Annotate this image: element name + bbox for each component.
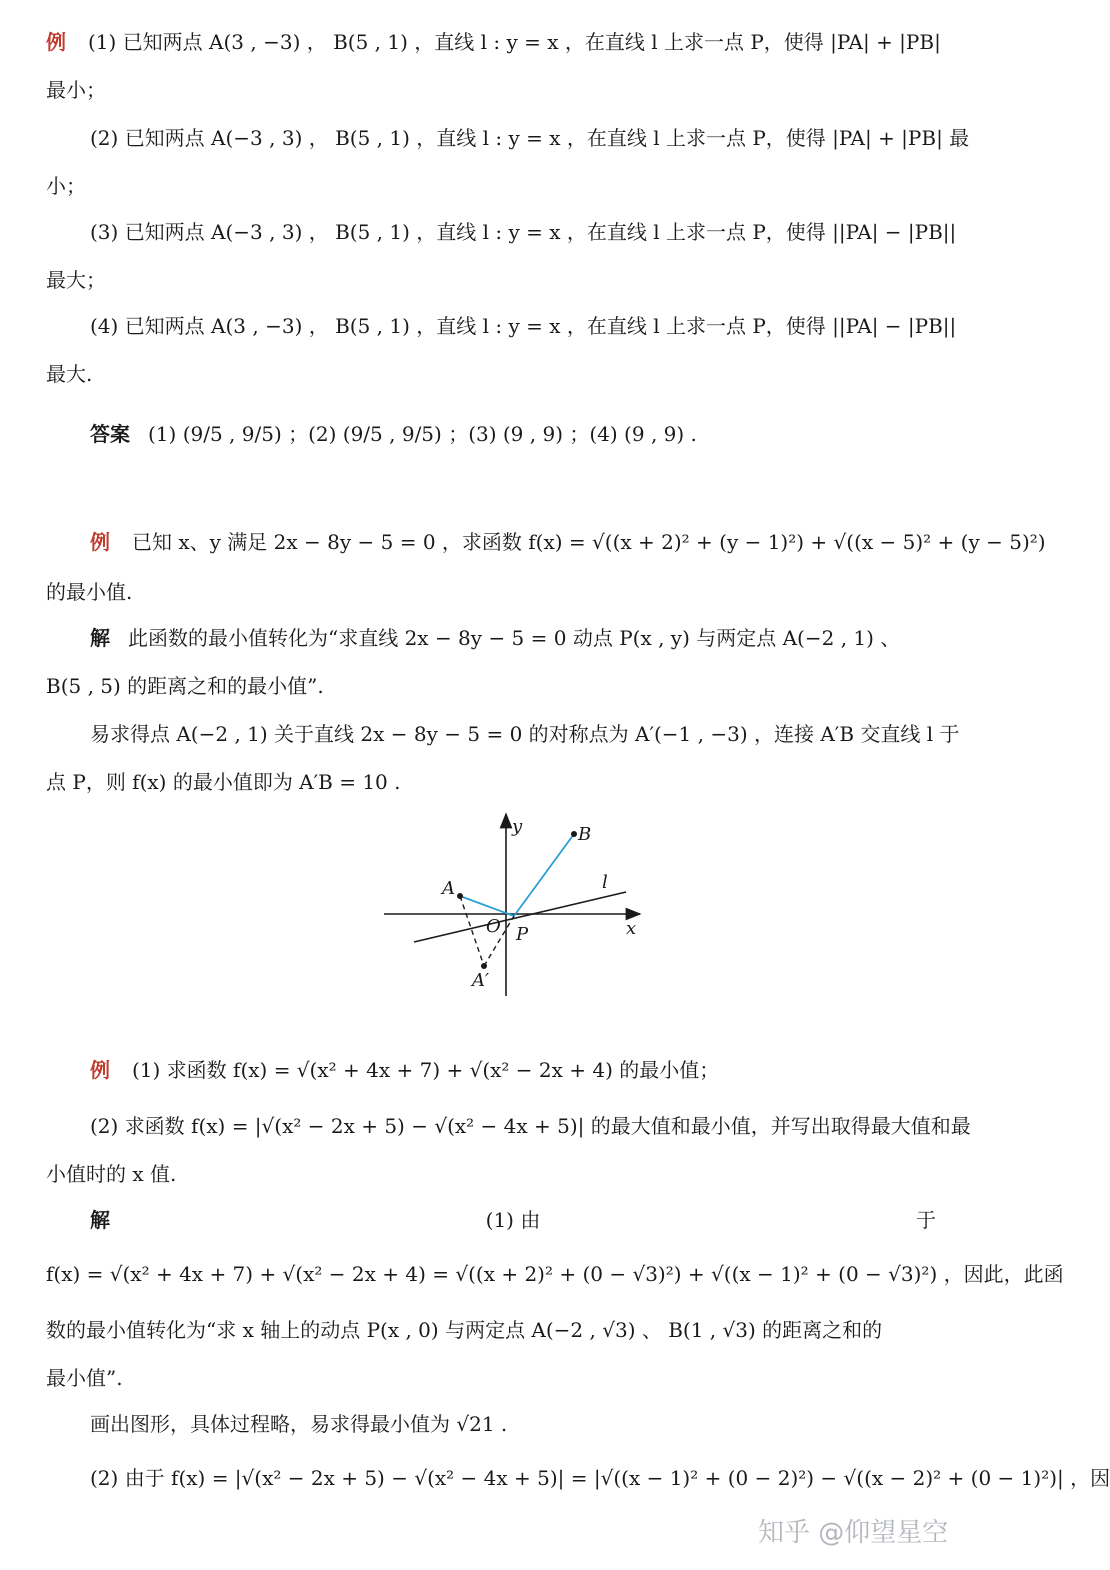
label-B: B bbox=[578, 824, 592, 845]
example2-line2: 的最小值. bbox=[46, 580, 133, 604]
answer-line: 答案 (1) (9/5 , 9/5) ；(2) (9/5 , 9/5) ；(3) (9 , 9) ；(4) (9 , 9) . bbox=[90, 422, 697, 446]
example-label: 例 bbox=[46, 30, 66, 54]
solution2-line2: B(5 , 5) 的距离之和的最小值”. bbox=[46, 674, 324, 698]
example3-p2-line1: (2) 求函数 f(x) = |√(x² − 2x + 5) − √(x² − 4x + 5)| 的最大值和最小值，并写出取得最大值和最 bbox=[90, 1114, 971, 1138]
label-P: P bbox=[516, 924, 529, 945]
solution3-line3: 最小值”. bbox=[46, 1366, 123, 1390]
solution2-line3: 易求得点 A(−2 , 1) 关于直线 2x − 8y − 5 = 0 的对称点为 A′(−1 , −3) ，连接 A′B 交直线 l 于 bbox=[90, 722, 960, 746]
coordinate-figure bbox=[380, 808, 650, 1004]
example1-p1-line1: 例 (1) 已知两点 A(3 , −3) ， B(5 , 1) ，直线 l : y = x ，在直线 l 上求一点 P，使得 |PA| + |PB| bbox=[46, 30, 941, 54]
solution3-lead-line: 解 (1) 由 于 bbox=[90, 1208, 936, 1232]
label-x: x bbox=[626, 918, 637, 939]
label-A-prime: A′ bbox=[472, 970, 490, 991]
label-y: y bbox=[512, 816, 523, 837]
example1-p1-line2: 最小； bbox=[46, 78, 106, 102]
solution3-line2: 数的最小值转化为“求 x 轴上的动点 P(x , 0) 与两定点 A(−2 , √3) 、 B(1 , √3) 的距离之和的 bbox=[46, 1318, 883, 1342]
example1-p3-line1: (3) 已知两点 A(−3 , 3) ， B(5 , 1) ，直线 l : y = x ，在直线 l 上求一点 P，使得 ||PA| − |PB|| bbox=[90, 220, 957, 244]
answer-label: 答案 bbox=[90, 422, 130, 446]
label-O: O bbox=[486, 916, 501, 937]
example-label: 例 bbox=[90, 1058, 110, 1082]
solution3-line1: f(x) = √(x² + 4x + 7) + √(x² − 2x + 4) = √((x + 2)² + (0 − √3)²) + √((x − 1)² + (0 − √3)²) ，因此，此函 bbox=[46, 1262, 1064, 1286]
example1-p2-line2: 小； bbox=[46, 174, 86, 198]
watermark: 知乎 @仰望星空 bbox=[758, 1518, 949, 1548]
example1-p3-line2: 最大； bbox=[46, 268, 106, 292]
example3-p2-line2: 小值时的 x 值. bbox=[46, 1162, 177, 1186]
point-A bbox=[457, 893, 463, 899]
solution-label: 解 bbox=[90, 1208, 110, 1232]
solution2-line1: 解 此函数的最小值转化为“求直线 2x − 8y − 5 = 0 动点 P(x , y) 与两定点 A(−2 , 1) 、 bbox=[90, 626, 901, 650]
label-A: A bbox=[442, 878, 455, 899]
example3-p1: 例 (1) 求函数 f(x) = √(x² + 4x + 7) + √(x² − 2x + 4) 的最小值； bbox=[90, 1058, 720, 1082]
example1-p4-line1: (4) 已知两点 A(3 , −3) ， B(5 , 1) ，直线 l : y = x ，在直线 l 上求一点 P，使得 ||PA| − |PB|| bbox=[90, 314, 957, 338]
solution3-line4: 画出图形，具体过程略，易求得最小值为 √21 . bbox=[90, 1412, 508, 1436]
point-B bbox=[571, 831, 577, 837]
example-label: 例 bbox=[90, 530, 110, 554]
point-A-prime bbox=[481, 963, 487, 969]
example1-p2-line1: (2) 已知两点 A(−3 , 3) ， B(5 , 1) ，直线 l : y = x ，在直线 l 上求一点 P，使得 |PA| + |PB| 最 bbox=[90, 126, 970, 150]
segment-PB bbox=[514, 834, 574, 916]
solution3-line5: (2) 由于 f(x) = |√(x² − 2x + 5) − √(x² − 4x + 5)| = |√((x − 1)² + (0 − 2)²) − √((x − 2)² + (0 − 1)²)| ，因 bbox=[90, 1466, 1110, 1490]
solution2-line4: 点 P，则 f(x) 的最小值即为 A′B = 10 . bbox=[46, 770, 401, 794]
label-l: l bbox=[602, 872, 608, 893]
solution-label: 解 bbox=[90, 626, 110, 650]
example2-line1: 例 已知 x、y 满足 2x − 8y − 5 = 0 ，求函数 f(x) = √((x + 2)² + (y − 1)²) + √((x − 5)² + (y − 5)²) bbox=[90, 530, 1046, 554]
example1-p4-line2: 最大. bbox=[46, 362, 93, 386]
